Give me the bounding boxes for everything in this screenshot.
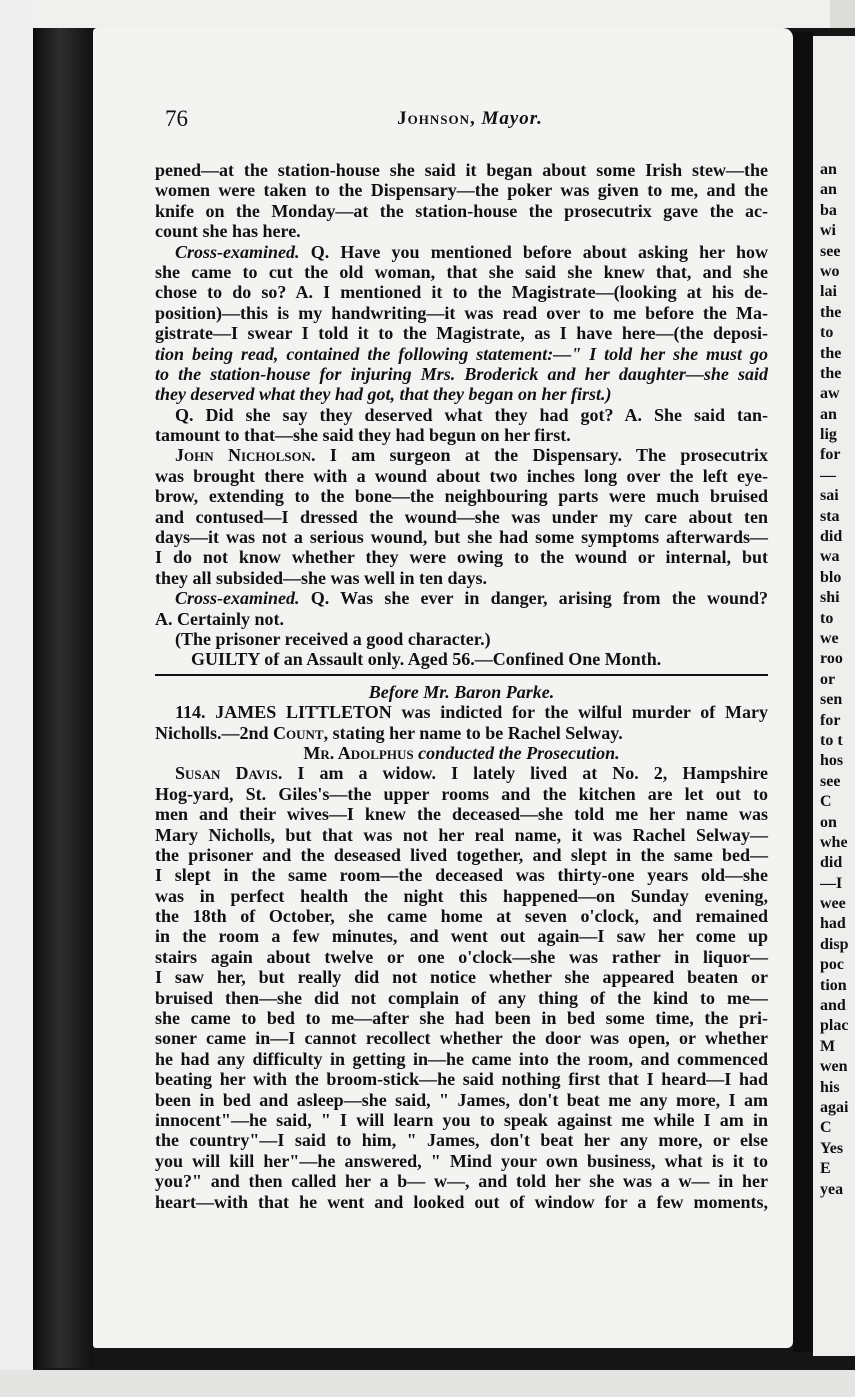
section-rule <box>155 674 768 676</box>
text-line: I do not know whether they were owing to the wound or internal, but <box>155 547 768 568</box>
page-body <box>155 160 768 1212</box>
witness-name: Susan Davis. <box>175 763 283 784</box>
facing-page-fragment: for <box>820 446 841 464</box>
facing-page-fragment: poc <box>820 956 844 974</box>
case-heading-continued: Nicholls.—2nd Count, stating her name to be Rachel Selway. <box>155 722 623 743</box>
facing-page-fragment: whe <box>820 833 848 851</box>
facing-page-fragment: the <box>820 303 842 321</box>
facing-page-fragment: shi <box>820 589 840 607</box>
text-line: I saw her, but really did not notice whether she appeared beaten or <box>155 967 768 988</box>
court-heading: Before Mr. Baron Parke. <box>368 681 555 702</box>
facing-page-fragment: wi <box>820 222 836 240</box>
text-line: and contused—I dressed the wound—she was under my care about ten <box>155 506 768 527</box>
facing-page-fragment: to <box>820 609 834 627</box>
text-line: you?" and then called her a b— w—, and told her she was a w— in her <box>155 1171 768 1192</box>
book-gutter <box>33 28 93 1368</box>
text-line: count she has here. <box>155 221 301 242</box>
text-line: the 18th of October, she came home at seven o'clock, and remained <box>155 906 768 927</box>
facing-page-fragment: tion <box>820 976 847 994</box>
text-line: beating her with the broom-stick—he said nothing first that I heard—I had <box>155 1069 768 1090</box>
text-line: Mary Nicholls, but that was not her real name, it was Rachel Selway— <box>155 824 768 845</box>
text-line: soner came in—I cannot recollect whether the door was open, or whether <box>155 1028 768 1049</box>
text-line: she came to cut the old woman, that she said she knew that, and she <box>155 261 768 282</box>
text-line: you will kill her"—he answered, " Mind your own business, what is it to <box>155 1150 768 1171</box>
facing-page-fragment: did <box>820 528 843 546</box>
prosecutor-name: Mr. Adolphus <box>303 742 414 763</box>
facing-page-fragment: blo <box>820 568 842 586</box>
text-line: the country"—I said to him, " James, don't beat her any more, or else <box>155 1130 768 1151</box>
facing-page-fragment: sai <box>820 487 839 505</box>
cross-examined-label: Cross-examined. <box>175 241 300 262</box>
prosecution-line: Mr. Adolphus conducted the Prosecution. <box>303 742 620 763</box>
text-line: Hog-yard, St. Giles's—the upper rooms and the kitchen are let out to <box>155 783 768 804</box>
facing-page-fragment: an <box>820 405 837 423</box>
facing-page-fragment: had <box>820 915 846 933</box>
facing-page-fragment: plac <box>820 1017 849 1035</box>
text-line: I slept in the same room—the deceased was thirty-one years old—she <box>155 865 768 886</box>
text-line: she came to bed to me—after she had been in bed some time, the pri- <box>155 1008 768 1029</box>
facing-page-fragment: we <box>820 629 839 647</box>
text-line: Q. Have you mentioned before about asking her how <box>310 241 768 262</box>
facing-page-fragment: the <box>820 344 842 362</box>
facing-page-fragment: see <box>820 772 841 790</box>
text-line: tion being read, contained the following statement:—" I told her she must go <box>155 343 768 364</box>
text-line: A. Certainly not. <box>155 608 284 629</box>
text-line: stairs again about twelve or one o'clock—she was rather in liquor— <box>155 946 768 967</box>
facing-page-fragment: his <box>820 1078 840 1096</box>
facing-page-fragment: M <box>820 1037 836 1055</box>
facing-page-fragment: C <box>820 1119 832 1137</box>
facing-page-fragment: C <box>820 793 832 811</box>
facing-page-fragment: for <box>820 711 841 729</box>
text-line: to the station-house for injuring Mrs. Broderick and her daughter—she said <box>155 363 768 384</box>
text-line: Q. Was she ever in danger, arising from the wound? <box>310 588 768 609</box>
text-line: women were taken to the Dispensary—the poker was given to me, and the <box>155 180 768 201</box>
scan-top-edge <box>0 0 855 28</box>
facing-page-fragment: wee <box>820 895 846 913</box>
facing-page-fragment: lig <box>820 426 837 444</box>
text-line: knife on the Monday—at the station-house the prosecutrix gave the ac- <box>155 200 768 221</box>
text-line: tamount to that—she said they had begun on her first. <box>155 425 571 446</box>
text-line: chose to do so? A. I mentioned it to the Magistrate—(looking at his de- <box>155 282 768 303</box>
facing-page-fragment: did <box>820 854 843 872</box>
cross-examination-2 <box>155 588 768 629</box>
facing-page-fragment: wa <box>820 548 840 566</box>
facing-page-fragment: — <box>820 466 836 484</box>
text-line: days—it was not a serious wound, but she had some symptoms afterwards— <box>155 527 768 548</box>
facing-page-fragment: E <box>820 1160 831 1178</box>
text-line: he had any difficulty in getting in—he came into the room, and commenced <box>155 1048 768 1069</box>
text-line: been in bed and asleep—she said, " James, don't beat me any more, I am <box>155 1089 768 1110</box>
text-line: was brought there with a wound about two inches long over the left eye- <box>155 465 768 486</box>
running-head-title: Mayor. <box>481 108 543 129</box>
facing-page-fragment: aw <box>820 385 840 403</box>
facing-page-fragment: on <box>820 813 837 831</box>
text-line: position)—this is my handwriting—it was read over to me before the Ma- <box>155 302 768 323</box>
running-head <box>165 108 775 130</box>
witness-name: John Nicholson. <box>175 445 316 466</box>
facing-page-fragment: lai <box>820 283 837 301</box>
book-spine-shadow <box>793 32 813 1352</box>
text-line: the prisoner and the deseased lived together, and slept in the same bed— <box>155 844 768 865</box>
facing-page-text-fragments <box>820 160 855 1200</box>
text-line: heart—with that he went and looked out of window for a few moments, <box>155 1191 768 1212</box>
facing-page-fragment: disp <box>820 935 849 953</box>
facing-page-fragment: Yes <box>820 1139 844 1157</box>
case-heading: 114. JAMES LITTLETON was indicted for the wilful murder of Mary <box>175 702 768 723</box>
text-line: I am a widow. I lately lived at No. 2, Hampshire <box>297 763 768 784</box>
facing-page-fragment: an <box>820 181 837 199</box>
facing-page-fragment: to <box>820 324 834 342</box>
facing-page-fragment: sen <box>820 691 843 709</box>
page-number: 76 <box>165 106 188 131</box>
question-answer <box>155 405 768 446</box>
facing-page-fragment: and <box>820 997 846 1015</box>
facing-page-fragment: —I <box>820 874 843 892</box>
text-line: bruised then—she did not complain of any thing of the kind to me— <box>155 987 768 1008</box>
text-line: gistrate—I swear I told it to the Magistrate, as I have here—(the deposi- <box>155 323 768 344</box>
paragraph-continuation <box>155 160 768 242</box>
facing-page-fragment: hos <box>820 752 844 770</box>
text-line: Q. Did she say they deserved what they had got? A. She said tan- <box>175 404 768 425</box>
text-line: was in perfect health the night this happened—on Sunday evening, <box>155 885 768 906</box>
count-label: Count, <box>273 722 329 743</box>
text-line: they all subsided—she was well in ten days. <box>155 567 488 588</box>
page-header <box>165 106 775 140</box>
character-note: (The prisoner received a good character.) <box>175 628 491 649</box>
facing-page-fragment: sta <box>820 507 840 525</box>
text-line: pened—at the station-house she said it began about some Irish stew—the <box>155 160 768 180</box>
facing-page-fragment: roo <box>820 650 843 668</box>
text-line: brow, extending to the bone—the neighbouring parts were much bruised <box>155 486 768 507</box>
facing-page-fragment: an <box>820 161 837 178</box>
verdict: GUILTY of an Assault only. Aged 56.—Confined One Month. <box>191 649 662 670</box>
testimony-davis <box>155 763 768 1212</box>
cross-examination-1 <box>155 242 768 405</box>
facing-page-fragment: agai <box>820 1098 849 1116</box>
scan-left-edge <box>0 0 33 1397</box>
facing-page-fragment: wen <box>820 1058 848 1076</box>
text-line: I am surgeon at the Dispensary. The prosecutrix <box>329 445 769 466</box>
text-line: innocent"—he said, " I will learn you to speak against me while I am in <box>155 1109 768 1130</box>
facing-page-fragment: ba <box>820 201 837 219</box>
cross-examined-label: Cross-examined. <box>175 588 300 609</box>
facing-page-fragment: wo <box>820 262 840 280</box>
scan-bottom-edge <box>0 1370 855 1397</box>
facing-page-fragment: yea <box>820 1180 844 1198</box>
facing-page-fragment: see <box>820 242 841 260</box>
text-line: in the room a few minutes, and went out again—I saw her come up <box>155 926 768 947</box>
text-line: they deserved what they had got, that they began on her first.) <box>155 384 612 405</box>
facing-page-fragment: to t <box>820 731 843 749</box>
testimony-nicholson <box>155 445 768 588</box>
facing-page-fragment: or <box>820 670 836 688</box>
running-head-name: Johnson, <box>397 108 476 129</box>
text-line: men and their wives—I knew the deceased—she told me her name was <box>155 804 768 825</box>
facing-page-fragment: the <box>820 364 842 382</box>
